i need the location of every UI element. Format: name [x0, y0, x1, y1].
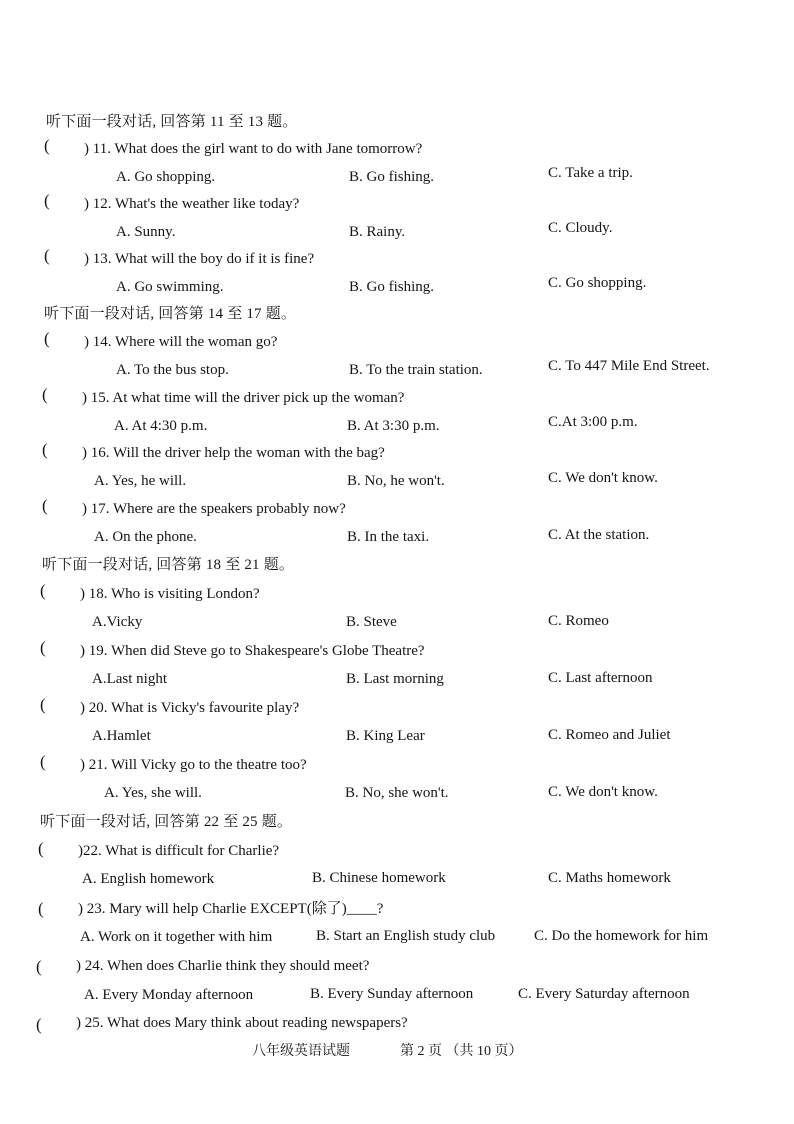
answer-paren: (	[40, 638, 46, 657]
option-b: B. Every Sunday afternoon	[310, 986, 474, 1002]
option-a: A.Vicky	[92, 614, 143, 630]
question-stem: ) 21. Will Vicky go to the theatre too?	[80, 757, 307, 773]
question-stem: ) 24. When does Charlie think they should meet?	[76, 958, 370, 974]
question-stem: ) 18. Who is visiting London?	[80, 586, 260, 602]
answer-paren: (	[38, 899, 44, 918]
section-instruction: 听下面一段对话, 回答第 18 至 21 题。	[42, 557, 295, 573]
option-a: A. On the phone.	[94, 529, 197, 545]
option-b: B. Go fishing.	[349, 169, 435, 185]
option-a: A. Yes, he will.	[94, 473, 187, 489]
option-b: B. In the taxi.	[347, 529, 430, 545]
option-c: C. Do the homework for him	[534, 928, 709, 944]
question-stem: )22. What is difficult for Charlie?	[78, 843, 280, 859]
option-b: B. Steve	[346, 614, 397, 630]
option-a: A. Yes, she will.	[104, 785, 202, 801]
footer-title: 八年级英语试题	[252, 1044, 350, 1059]
answer-paren: (	[44, 329, 50, 348]
section-instruction: 听下面一段对话, 回答第 22 至 25 题。	[40, 814, 293, 830]
option-a: A. Go shopping.	[116, 169, 216, 185]
option-c: C. Last afternoon	[548, 670, 653, 686]
option-b: B. At 3:30 p.m.	[347, 418, 440, 434]
option-c: C. Romeo and Juliet	[548, 727, 671, 743]
option-c: C. Every Saturday afternoon	[518, 986, 690, 1002]
question-stem: ) 14. Where will the woman go?	[84, 334, 278, 350]
option-c: C. Take a trip.	[548, 165, 633, 181]
option-b: B. Rainy.	[349, 224, 406, 240]
answer-paren: (	[40, 752, 46, 771]
question-stem: ) 25. What does Mary think about reading newspapers?	[76, 1015, 408, 1031]
option-c: C. Go shopping.	[548, 275, 647, 291]
page-number: 第 2 页 （共 10 页）	[400, 1044, 523, 1059]
answer-paren: (	[42, 496, 48, 515]
answer-paren: (	[42, 440, 48, 459]
option-b: B. No, she won't.	[345, 785, 449, 801]
question-stem: ) 15. At what time will the driver pick up the woman?	[82, 390, 405, 406]
question-stem: ) 17. Where are the speakers probably now?	[82, 501, 346, 517]
option-b: B. Last morning	[346, 671, 444, 687]
section-instruction: 听下面一段对话, 回答第 11 至 13 题。	[46, 114, 298, 130]
option-c: C.At 3:00 p.m.	[548, 414, 638, 430]
question-stem: ) 16. Will the driver help the woman with the bag?	[82, 445, 385, 461]
answer-paren: (	[44, 246, 50, 265]
option-a: A. English homework	[82, 871, 215, 887]
answer-paren: (	[44, 136, 50, 155]
option-a: A.Last night	[92, 671, 167, 687]
section-instruction: 听下面一段对话, 回答第 14 至 17 题。	[44, 306, 297, 322]
option-a: A. Sunny.	[116, 224, 176, 240]
option-a: A. Work on it together with him	[80, 929, 273, 945]
question-stem: ) 23. Mary will help Charlie EXCEPT(除了)____?	[78, 901, 384, 917]
option-b: B. Start an English study club	[316, 928, 496, 944]
option-b: B. Chinese homework	[312, 870, 446, 886]
answer-paren: (	[40, 695, 46, 714]
question-stem: ) 19. When did Steve go to Shakespeare's Globe Theatre?	[80, 643, 425, 659]
option-c: C. We don't know.	[548, 784, 658, 800]
answer-paren: (	[40, 581, 46, 600]
option-a: A. To the bus stop.	[116, 362, 229, 378]
answer-paren: (	[36, 1015, 42, 1034]
option-c: C. To 447 Mile End Street.	[548, 358, 710, 374]
answer-paren: (	[44, 191, 50, 210]
option-c: C. We don't know.	[548, 470, 658, 486]
option-a: A. At 4:30 p.m.	[114, 418, 208, 434]
answer-paren: (	[42, 385, 48, 404]
option-a: A. Go swimming.	[116, 279, 224, 295]
option-b: B. To the train station.	[349, 362, 483, 378]
option-b: B. No, he won't.	[347, 473, 445, 489]
question-stem: ) 11. What does the girl want to do with Jane tomorrow?	[84, 141, 423, 157]
option-c: C. At the station.	[548, 527, 650, 543]
option-c: C. Cloudy.	[548, 220, 613, 236]
answer-paren: (	[38, 839, 44, 858]
option-c: C. Romeo	[548, 613, 609, 629]
question-stem: ) 13. What will the boy do if it is fine?	[84, 251, 315, 267]
option-b: B. Go fishing.	[349, 279, 435, 295]
option-a: A. Every Monday afternoon	[84, 987, 254, 1003]
answer-paren: (	[36, 957, 42, 976]
option-a: A.Hamlet	[92, 728, 151, 744]
option-c: C. Maths homework	[548, 870, 671, 886]
question-stem: ) 20. What is Vicky's favourite play?	[80, 700, 300, 716]
option-b: B. King Lear	[346, 728, 425, 744]
question-stem: ) 12. What's the weather like today?	[84, 196, 300, 212]
